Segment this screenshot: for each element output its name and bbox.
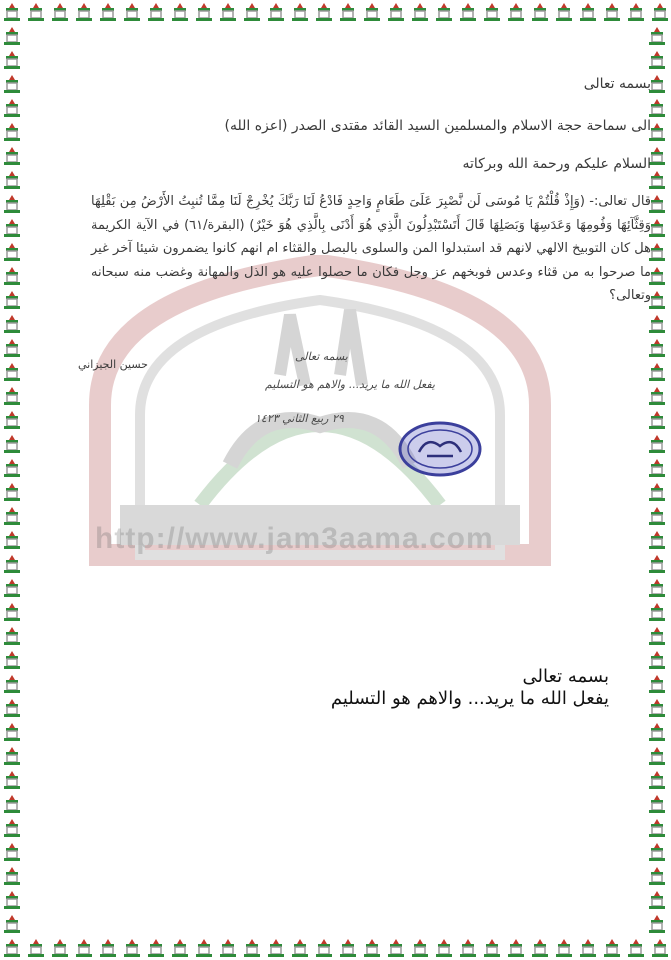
border-ornament-icon: [145, 1, 167, 23]
border-ornament-icon: [1, 241, 23, 263]
border-ornament-icon: [1, 529, 23, 551]
border-ornament-icon: [1, 1, 23, 23]
border-ornament-icon: [361, 937, 383, 959]
border-ornament-icon: [505, 937, 527, 959]
watermark-url: http://www.jam3aama.com: [95, 522, 494, 555]
border-ornament-icon: [1, 625, 23, 647]
border-ornament-icon: [1, 361, 23, 383]
border-ornament-icon: [1, 481, 23, 503]
border-ornament-icon: [1, 697, 23, 719]
border-top: [0, 0, 671, 24]
border-ornament-icon: [646, 913, 668, 935]
border-ornament-icon: [1, 433, 23, 455]
border-ornament-icon: [646, 505, 668, 527]
border-ornament-icon: [289, 1, 311, 23]
border-ornament-icon: [385, 1, 407, 23]
border-ornament-icon: [385, 937, 407, 959]
border-ornament-icon: [241, 937, 263, 959]
border-ornament-icon: [1, 73, 23, 95]
letter-body: قال تعالى:- (وَإِذْ قُلْتُمْ يَا مُوسَى لَن نَّصْبِرَ عَلَىَ طَعَامٍ وَاحِدٍ فَادْعُ لَنَا رَبَّكَ يُخْرِجْ لَنَا مِمَّا تُنبِتُ الأَرْضُ مِن بَقْلِهَا وَقِثَّآئِهَا وَفُومِهَا وَعَدَسِهَا وَبَصَلِهَا قَالَ أَتَسْتَبْدِلُونَ الَّذِي هُوَ أَدْنَى بِالَّذِي هُوَ خَيْرٌ) (البقرة/٦١) في الآية الكريمة هل كان التوبيخ الالهي لانهم قد استبدلوا المن والسلوى بالبصل والقثاء ام انهم كانوا يضمرون شيئا آخر غير ما صرحوا به من قثاء وعدس فوبخهم عز وجل فكان ما حصلوا عليه هو الذل والمهانة وغضب منه سبحانه وتعالى؟: [91, 194, 651, 303]
border-ornament-icon: [649, 1, 671, 23]
border-ornament-row-top: [0, 0, 671, 24]
border-ornament-icon: [481, 1, 503, 23]
border-ornament-icon: [646, 553, 668, 575]
border-ornament-icon: [646, 313, 668, 335]
border-ornament-icon: [577, 1, 599, 23]
border-ornament-icon: [121, 937, 143, 959]
border-ornament-icon: [646, 793, 668, 815]
border-ornament-icon: [97, 1, 119, 23]
border-ornament-icon: [646, 745, 668, 767]
border-ornament-icon: [646, 889, 668, 911]
border-bottom: [0, 936, 671, 960]
border-ornament-icon: [1, 769, 23, 791]
border-ornament-icon: [646, 841, 668, 863]
border-ornament-icon: [457, 937, 479, 959]
border-ornament-icon: [145, 937, 167, 959]
border-ornament-icon: [25, 1, 47, 23]
border-ornament-icon: [337, 937, 359, 959]
border-ornament-icon: [646, 481, 668, 503]
border-ornament-icon: [646, 529, 668, 551]
border-ornament-icon: [646, 673, 668, 695]
border-ornament-icon: [646, 601, 668, 623]
border-ornament-icon: [646, 721, 668, 743]
border-ornament-icon: [646, 457, 668, 479]
border-ornament-icon: [481, 937, 503, 959]
border-ornament-icon: [265, 937, 287, 959]
border-ornament-icon: [1, 673, 23, 695]
border-ornament-icon: [646, 625, 668, 647]
border-ornament-icon: [289, 937, 311, 959]
border-ornament-icon: [49, 937, 71, 959]
border-ornament-icon: [1, 505, 23, 527]
border-ornament-icon: [1, 721, 23, 743]
border-ornament-icon: [646, 433, 668, 455]
border-ornament-icon: [1, 817, 23, 839]
border-ornament-icon: [505, 1, 527, 23]
border-ornament-icon: [169, 1, 191, 23]
border-ornament-icon: [73, 937, 95, 959]
border-ornament-icon: [1, 937, 23, 959]
border-ornament-icon: [1, 889, 23, 911]
border-ornament-icon: [601, 937, 623, 959]
border-ornament-icon: [601, 1, 623, 23]
border-ornament-icon: [1, 577, 23, 599]
border-ornament-col-left: [0, 24, 26, 936]
border-ornament-icon: [1, 841, 23, 863]
border-ornament-icon: [1, 337, 23, 359]
border-ornament-icon: [217, 937, 239, 959]
border-ornament-icon: [433, 937, 455, 959]
border-ornament-icon: [1, 289, 23, 311]
transcription-line-2: يفعل الله ما يريد... والاهم هو التسليم: [330, 688, 609, 709]
border-ornament-icon: [1, 265, 23, 287]
border-ornament-icon: [361, 1, 383, 23]
border-ornament-icon: [646, 169, 668, 191]
handwritten-line-2: يفعل الله ما يريد... والاهم هو التسليم: [265, 378, 435, 391]
border-ornament-icon: [1, 601, 23, 623]
border-ornament-icon: [1, 25, 23, 47]
border-ornament-icon: [646, 649, 668, 671]
border-ornament-row-bottom: [0, 936, 671, 960]
handwritten-date: ٢٩ ربيع الثاني ١٤٢٣: [255, 412, 344, 425]
border-ornament-icon: [1, 793, 23, 815]
border-ornament-icon: [97, 937, 119, 959]
border-ornament-icon: [1, 145, 23, 167]
letter-greeting: السلام عليكم ورحمة الله وبركاته: [462, 156, 651, 172]
transcription-line-1: بسمه تعالى: [522, 666, 609, 687]
border-ornament-icon: [1, 649, 23, 671]
border-ornament-icon: [1, 745, 23, 767]
border-ornament-icon: [457, 1, 479, 23]
border-ornament-icon: [625, 937, 647, 959]
border-ornament-icon: [1, 865, 23, 887]
border-ornament-icon: [1, 385, 23, 407]
border-ornament-icon: [646, 769, 668, 791]
border-ornament-icon: [649, 937, 671, 959]
letter-salutation: بسمه تعالى: [583, 76, 651, 92]
border-ornament-icon: [409, 937, 431, 959]
border-left: [0, 24, 26, 936]
border-ornament-icon: [1, 313, 23, 335]
border-ornament-icon: [73, 1, 95, 23]
border-ornament-icon: [1, 457, 23, 479]
border-ornament-icon: [25, 937, 47, 959]
border-ornament-icon: [121, 1, 143, 23]
letter-addressee: الى سماحة حجة الاسلام والمسلمين السيد القائد مقتدى الصدر (اعزه الله): [224, 118, 651, 134]
border-ornament-icon: [193, 937, 215, 959]
border-ornament-icon: [553, 1, 575, 23]
border-ornament-icon: [646, 409, 668, 431]
border-ornament-icon: [313, 1, 335, 23]
border-ornament-icon: [1, 97, 23, 119]
border-ornament-icon: [646, 865, 668, 887]
border-ornament-icon: [646, 361, 668, 383]
border-ornament-icon: [1, 49, 23, 71]
border-ornament-icon: [646, 25, 668, 47]
border-ornament-icon: [409, 1, 431, 23]
border-ornament-icon: [1, 193, 23, 215]
border-ornament-icon: [1, 913, 23, 935]
border-ornament-icon: [1, 409, 23, 431]
border-ornament-icon: [217, 1, 239, 23]
border-ornament-icon: [646, 577, 668, 599]
border-ornament-icon: [433, 1, 455, 23]
border-ornament-icon: [1, 169, 23, 191]
border-ornament-icon: [646, 817, 668, 839]
border-ornament-icon: [1, 553, 23, 575]
border-ornament-icon: [193, 1, 215, 23]
border-ornament-icon: [337, 1, 359, 23]
border-ornament-icon: [313, 937, 335, 959]
border-ornament-icon: [241, 1, 263, 23]
border-ornament-icon: [646, 385, 668, 407]
border-ornament-icon: [646, 337, 668, 359]
border-ornament-icon: [169, 937, 191, 959]
border-ornament-icon: [646, 697, 668, 719]
border-ornament-icon: [1, 121, 23, 143]
border-ornament-icon: [553, 937, 575, 959]
border-ornament-icon: [625, 1, 647, 23]
border-ornament-icon: [1, 217, 23, 239]
border-ornament-icon: [646, 49, 668, 71]
border-ornament-icon: [529, 1, 551, 23]
border-ornament-icon: [646, 97, 668, 119]
border-ornament-icon: [49, 1, 71, 23]
border-ornament-icon: [529, 937, 551, 959]
border-ornament-icon: [577, 937, 599, 959]
border-ornament-icon: [265, 1, 287, 23]
office-seal-stamp: [397, 418, 483, 480]
handwritten-line-1: بسمه تعالى: [295, 350, 348, 363]
letter-signer: حسين الجيزاني: [78, 358, 148, 371]
